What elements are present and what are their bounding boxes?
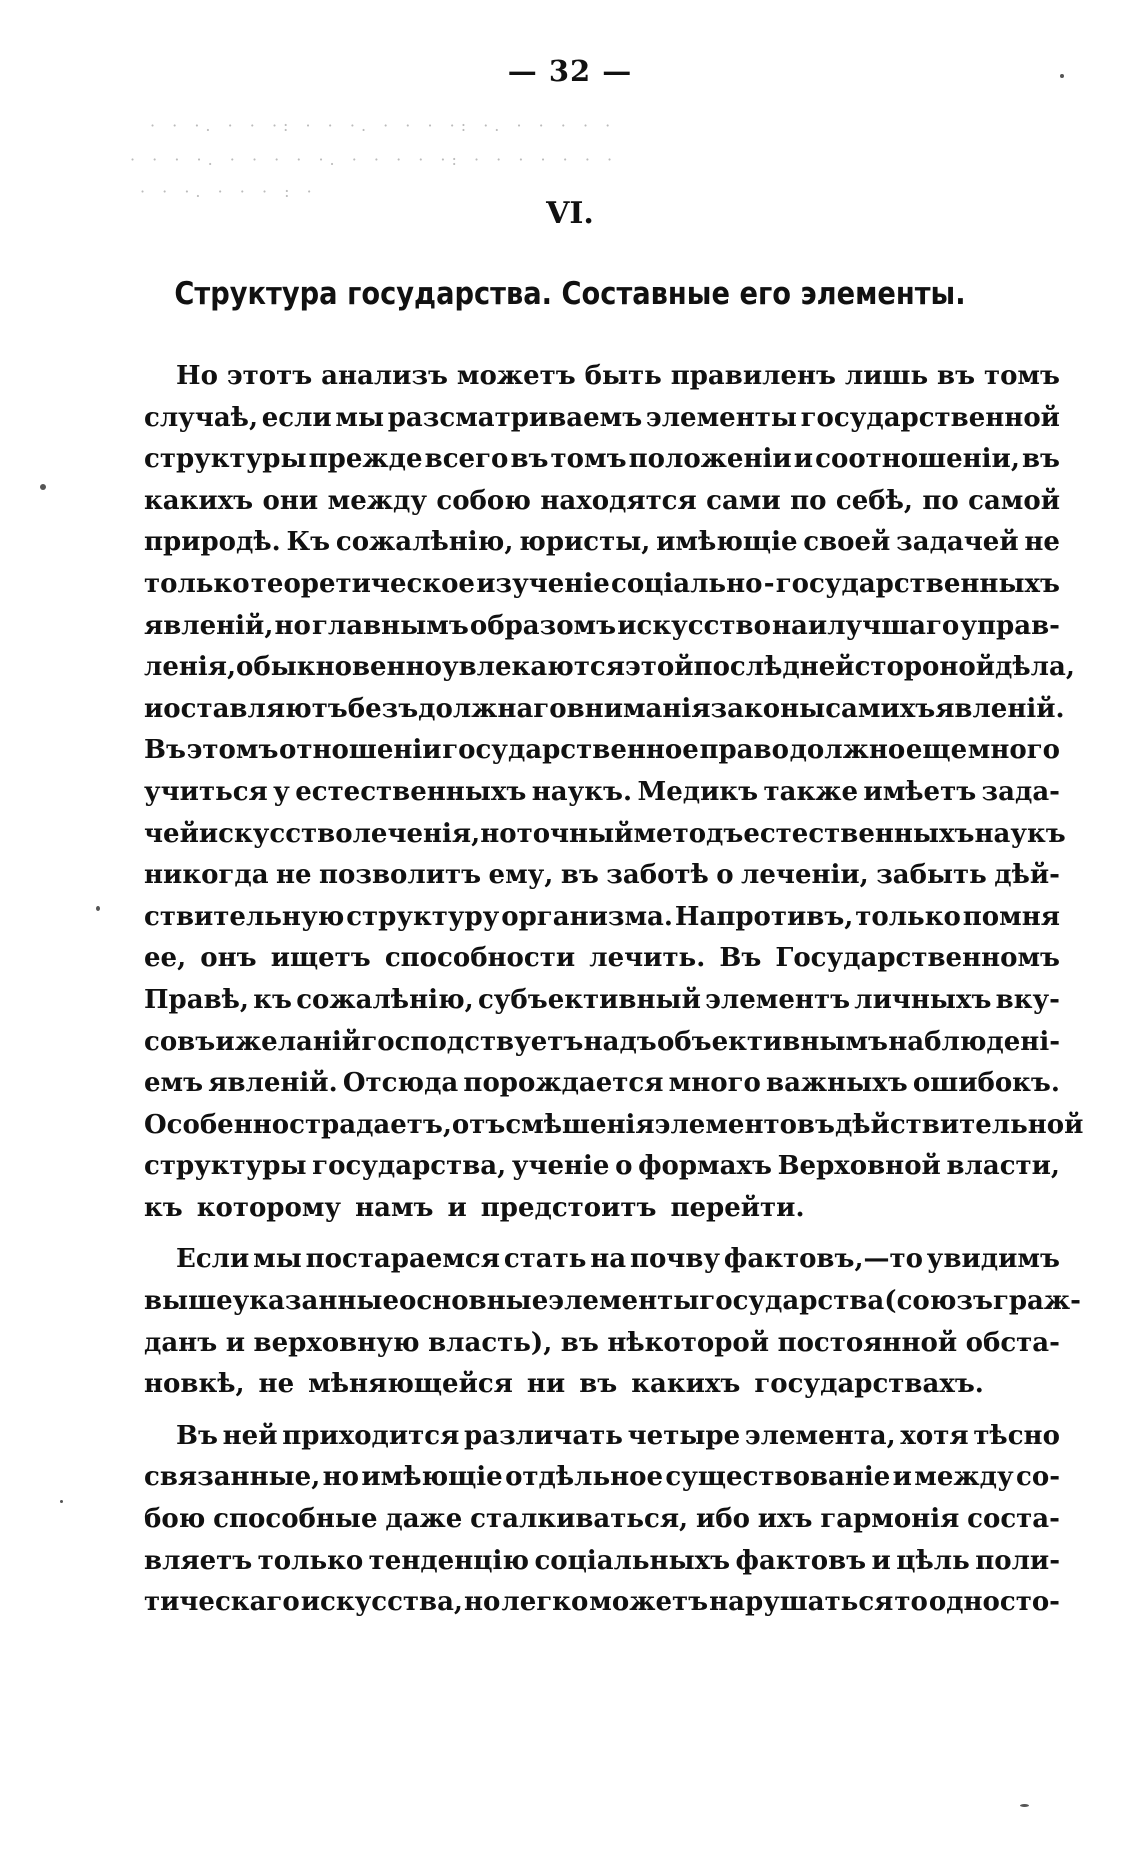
text-line: явленій, но главнымъ образомъ искусство наилучшаго управ- (144, 610, 1060, 641)
text-line: ленія, обыкновенно увлекаются этой послѣдней стороной дѣла, (144, 652, 1075, 683)
body-text (144, 356, 1084, 1624)
dust-speck (40, 484, 46, 490)
text-line: бою способные даже сталкиваться, ибо ихъ гармонія соста- (144, 1504, 1060, 1535)
text-line: и оставляютъ безъ должнаго вниманія законы самихъ явленій. (144, 693, 1065, 724)
bleed-through-noise: · · ·. · · · : · (140, 182, 318, 201)
page-number: — 32 — (507, 54, 633, 88)
text-line: никогда не позволитъ ему, въ заботѣ о леченіи, забыть дѣй- (144, 860, 1060, 891)
text-line: Въ этомъ отношеніи государственное право должно еще много (144, 735, 1060, 766)
bleed-through-noise: · · ·. · · ·: · · ·. · · · ·: ·. · · · · · (150, 116, 617, 135)
text-line: вляетъ только тенденцію соціальныхъ фактовъ и цѣль поли- (144, 1545, 1060, 1576)
text-line: Правѣ, къ сожалѣнію, субъективный элементъ личныхъ вку- (144, 984, 1060, 1015)
text-line: данъ и верховную власть), въ нѣкоторой постоянной обста- (144, 1327, 1060, 1358)
text-line: тическаго искусства, но легко можетъ нарушаться то односто- (144, 1587, 1060, 1618)
text-line: связанные, но имѣющіе отдѣльное существованіе и между со- (144, 1462, 1060, 1493)
paragraph (144, 356, 1084, 1229)
text-line: къ которому намъ и предстоитъ перейти. (144, 1192, 805, 1223)
text-line: Но этотъ анализъ можетъ быть правиленъ лишь въ томъ (176, 361, 1060, 391)
text-line: только теоретическое изученіе соціально - государственныхъ (144, 568, 1060, 599)
text-line: случаѣ, если мы разсматриваемъ элементы государственной (144, 402, 1060, 433)
text-line: ствительную структуру организма. Напротивъ, только помня (144, 901, 1060, 932)
text-line: природѣ. Къ сожалѣнію, юристы, имѣющіе своей задачей не (144, 527, 1060, 558)
text-line: какихъ они между собою находятся сами по себѣ, по самой (144, 485, 1060, 516)
text-line: Особенно страдаетъ, отъ смѣшенія элементовъ дѣйствительной (144, 1109, 1084, 1140)
chapter-title: Структура государства. Составные его элементы. (174, 276, 966, 312)
text-line: новкѣ, не мѣняющейся ни въ какихъ государствахъ. (144, 1369, 984, 1400)
dust-speck (1020, 1804, 1029, 1807)
text-line: Въ ней приходится различать четыре элемента, хотя тѣсно (176, 1420, 1060, 1451)
bleed-through-noise: · · · ·. · · · · ·. · · · · ·: · · · · · · · (130, 150, 619, 169)
text-line: Если мы постараемся стать на почву фактовъ,—то увидимъ (176, 1244, 1060, 1275)
text-line: совъ и желаній господствуетъ надъ объективнымъ наблюдені- (144, 1026, 1060, 1057)
paragraph (144, 1416, 1060, 1624)
chapter-number: VI. (546, 196, 594, 231)
dust-speck (60, 1500, 63, 1503)
text-line: чей искусство леченія, но точный методъ естественныхъ наукъ (144, 818, 1066, 849)
text-line: емъ явленій. Отсюда порождается много важныхъ ошибокъ. (144, 1068, 1060, 1099)
text-line: структуры прежде всего въ томъ положеніи и соотношеніи, въ (144, 444, 1060, 475)
dust-speck (96, 906, 100, 911)
text-line: учиться у естественныхъ наукъ. Медикъ также имѣетъ зада- (144, 776, 1060, 807)
paragraph (144, 1239, 1081, 1405)
text-line: вышеуказанные основные элементы государства (союзъ граж- (144, 1286, 1081, 1317)
text-line: структуры государства, ученіе о формахъ Верховной власти, (144, 1151, 1060, 1182)
text-line: ее, онъ ищетъ способности лечить. Въ Государственномъ (144, 943, 1060, 974)
